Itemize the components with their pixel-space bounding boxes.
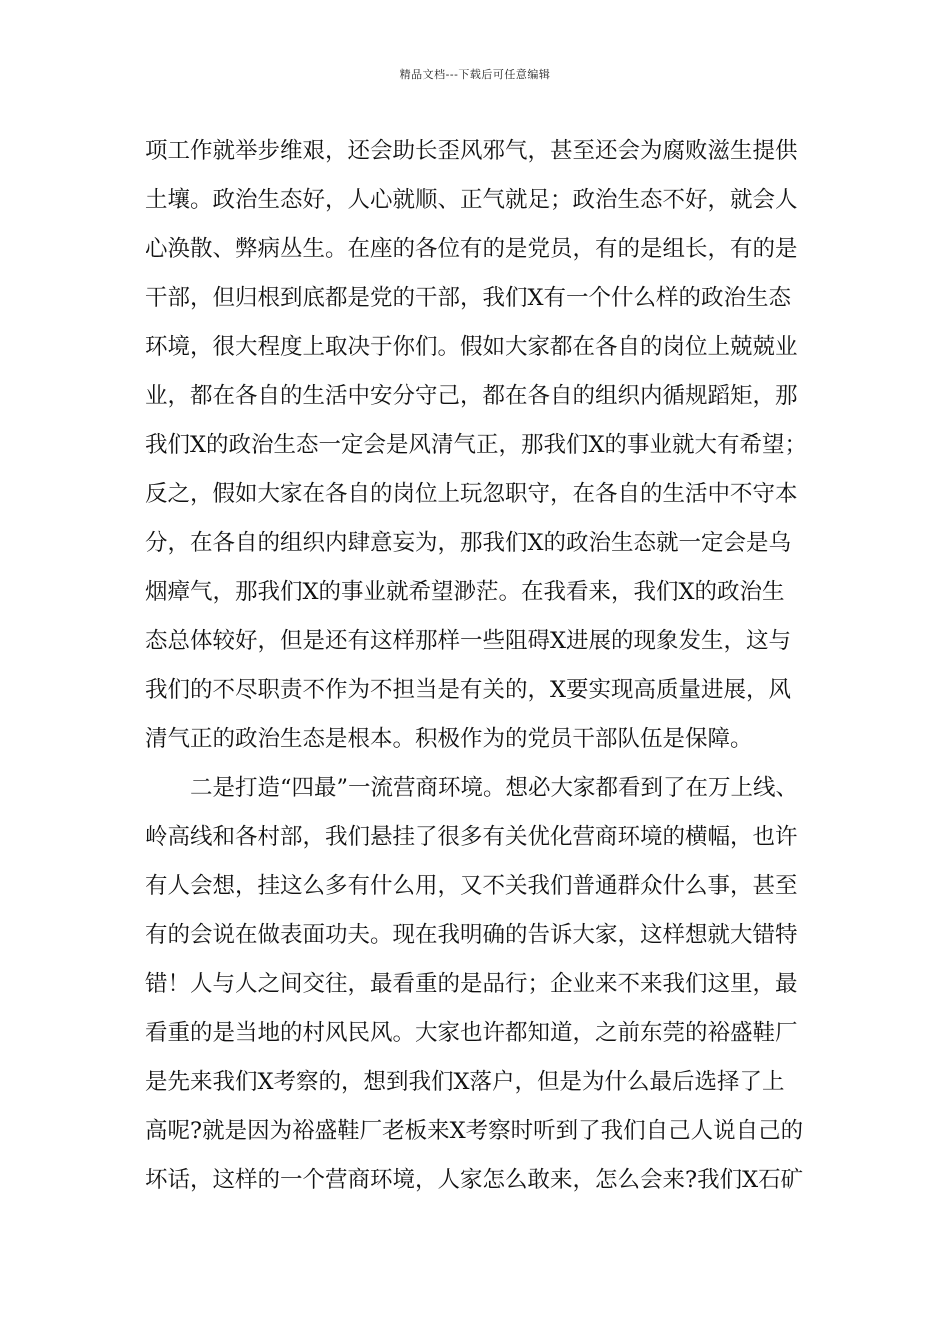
- text-line: 干部，但归根到底都是党的干部，我们X有一个什么样的政治生态: [145, 285, 792, 311]
- text-line: 高呢?就是因为裕盛鞋厂老板来X考察时听到了我们自己人说自己的: [145, 1118, 804, 1144]
- paragraph-1: [145, 127, 810, 764]
- text-line: 环境，很大程度上取决于你们。假如大家都在各自的岗位上兢兢业: [145, 334, 798, 360]
- text-line: 业，都在各自的生活中安分守己，都在各自的组织内循规蹈矩，那: [145, 383, 798, 409]
- text-line: 岭高线和各村部，我们悬挂了很多有关优化营商环境的横幅，也许: [145, 824, 798, 850]
- text-line: 有人会想，挂这么多有什么用，又不关我们普通群众什么事，甚至: [145, 873, 798, 899]
- page-header: 精品文档---下载后可任意编辑: [399, 68, 551, 81]
- text-line: 态总体较好，但是还有这样那样一些阻碍X进展的现象发生，这与: [145, 628, 792, 654]
- text-line: 分，在各自的组织内肆意妄为，那我们X的政治生态就一定会是乌: [145, 530, 792, 556]
- text-line: 项工作就举步维艰，还会助长歪风邪气，甚至还会为腐败滋生提供: [145, 138, 798, 164]
- text-line: 坏话，这样的一个营商环境，人家怎么敢来，怎么会来?我们X石矿: [145, 1167, 804, 1193]
- paragraph-2: [145, 764, 810, 1205]
- text-line: 清气正的政治生态是根本。积极作为的党员干部队伍是保障。: [145, 726, 753, 752]
- document-body: [145, 127, 810, 1205]
- text-line: 错！人与人之间交往，最看重的是品行；企业来不来我们这里，最: [145, 971, 798, 997]
- text-line: 是先来我们X考察的，想到我们X落户，但是为什么最后选择了上: [145, 1069, 785, 1095]
- text-line: 看重的是当地的村风民风。大家也许都知道，之前东莞的裕盛鞋厂: [145, 1020, 798, 1046]
- text-line: 有的会说在做表面功夫。现在我明确的告诉大家，这样想就大错特: [145, 922, 798, 948]
- text-line: 心涣散、弊病丛生。在座的各位有的是党员，有的是组长，有的是: [145, 236, 798, 262]
- text-line: 我们X的政治生态一定会是风清气正，那我们X的事业就大有希望；: [145, 432, 808, 458]
- text-line: 我们的不尽职责不作为不担当是有关的，X要实现高质量进展，风: [145, 677, 792, 703]
- text-line: 烟瘴气，那我们X的事业就希望渺茫。在我看来，我们X的政治生: [145, 579, 785, 605]
- text-line: 反之，假如大家在各自的岗位上玩忽职守，在各自的生活中不守本: [145, 481, 798, 507]
- text-line: 二是打造“四最”一流营商环境。想必大家都看到了在万上线、: [190, 775, 799, 801]
- text-line: 土壤。政治生态好，人心就顺、正气就足；政治生态不好，就会人: [145, 187, 798, 213]
